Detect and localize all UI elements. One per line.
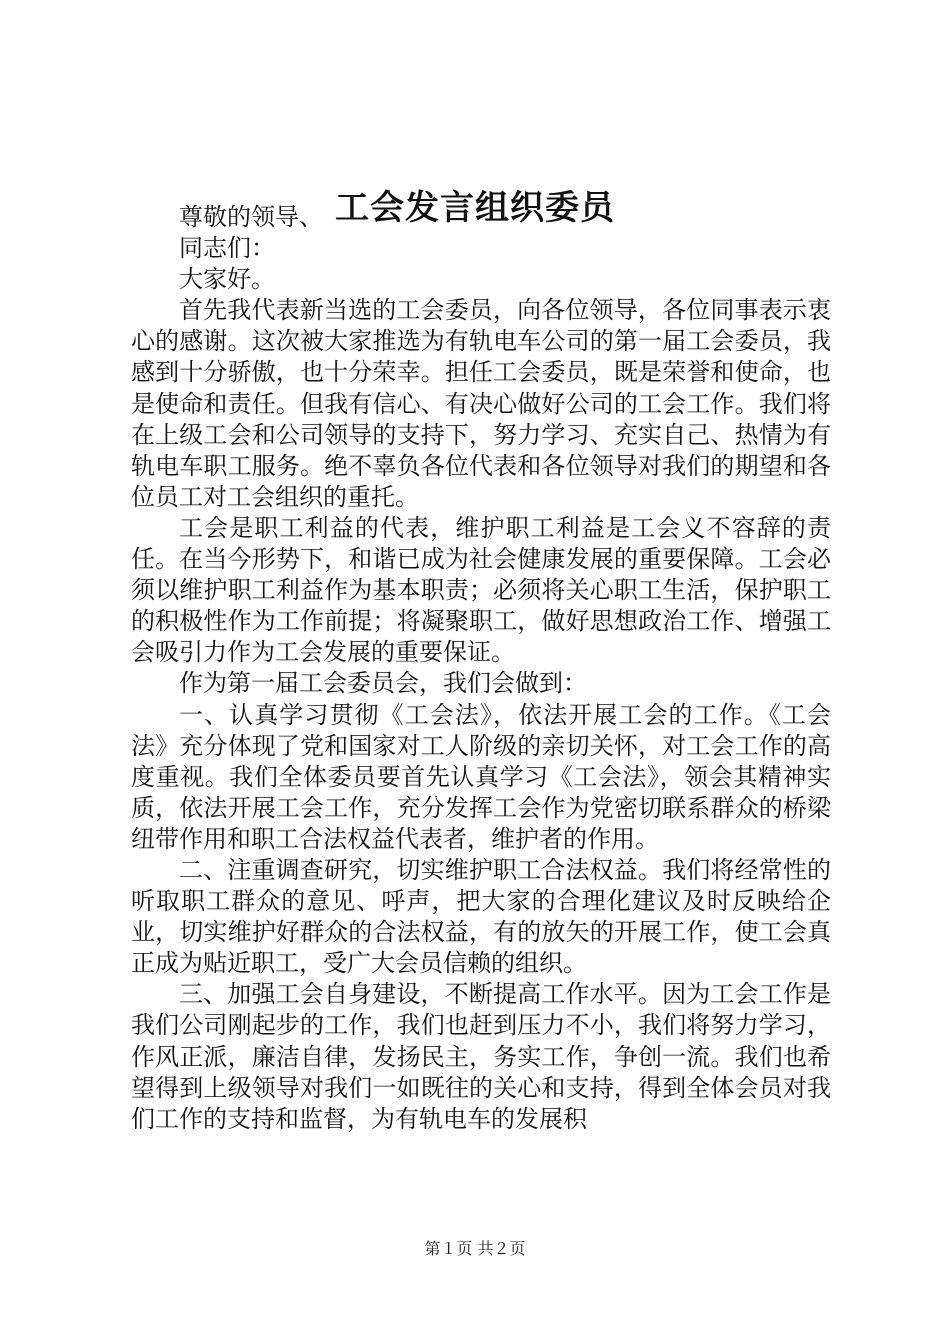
document-title: 工会发言组织委员 <box>335 188 615 228</box>
body-paragraph: 首先我代表新当选的工会委员，向各位领导，各位同事表示衷心的感谢。这次被大家推选为有轨电车公司的第一届工会委员，我感到十分骄傲，也十分荣幸。担任工会委员，既是荣誉和使命，也是使命和责任。但我有信心、有决心做好公司的工会工作。我们将在上级工会和公司领导的支持下，努力学习、充实自己、热情为有轨电车职工服务。绝不辜负各位代表和各位领导对我们的期望和各位员工对工会组织的重托。 <box>131 296 831 511</box>
body-paragraph: 一、认真学习贯彻《工会法》，依法开展工会的工作。《工会法》充分体现了党和国家对工人阶级的亲切关怀，对工会工作的高度重视。我们全体委员要首先认真学习《工会法》，领会其精神实质，依法开展工会工作，充分发挥工会作为党密切联系群众的桥梁纽带作用和职工合法权益代表者，维护者的作用。 <box>131 700 831 853</box>
greeting-line-3: 大家好。 <box>179 265 275 294</box>
page-footer: 第１页 共２页 <box>424 1239 526 1258</box>
body-paragraph: 作为第一届工会委员会，我们会做到： <box>179 669 587 698</box>
greeting-line-2: 同志们： <box>179 234 275 263</box>
greeting-line-1: 尊敬的领导、 <box>179 203 323 231</box>
body-paragraph: 三、加强工会自身建设，不断提高工作水平。因为工会工作是我们公司刚起步的工作，我们也赶到压力不小，我们将努力学习，作风正派，廉洁自律，发扬民主，务实工作，争创一流。我们也希望得到上级领导对我们一如既往的关心和支持，得到全体会员对我们工作的支持和监督，为有轨电车的发展积 <box>131 980 831 1133</box>
document-body <box>131 202 831 1135</box>
body-paragraph: 工会是职工利益的代表，维护职工利益是工会义不容辞的责任。在当今形势下，和谐已成为社会健康发展的重要保障。工会必须以维护职工利益作为基本职责；必须将关心职工生活，保护职工的积极性作为工作前提；将凝聚职工，做好思想政治工作、增强工会吸引力作为工会发展的重要保证。 <box>131 513 831 667</box>
body-paragraph: 二、注重调查研究，切实维护职工合法权益。我们将经常性的听取职工群众的意见、呼声，把大家的合理化建议及时反映给企业，切实维护好群众的合法权益，有的放矢的开展工作，使工会真正成为贴近职工，受广大会员信赖的组织。 <box>131 855 831 978</box>
